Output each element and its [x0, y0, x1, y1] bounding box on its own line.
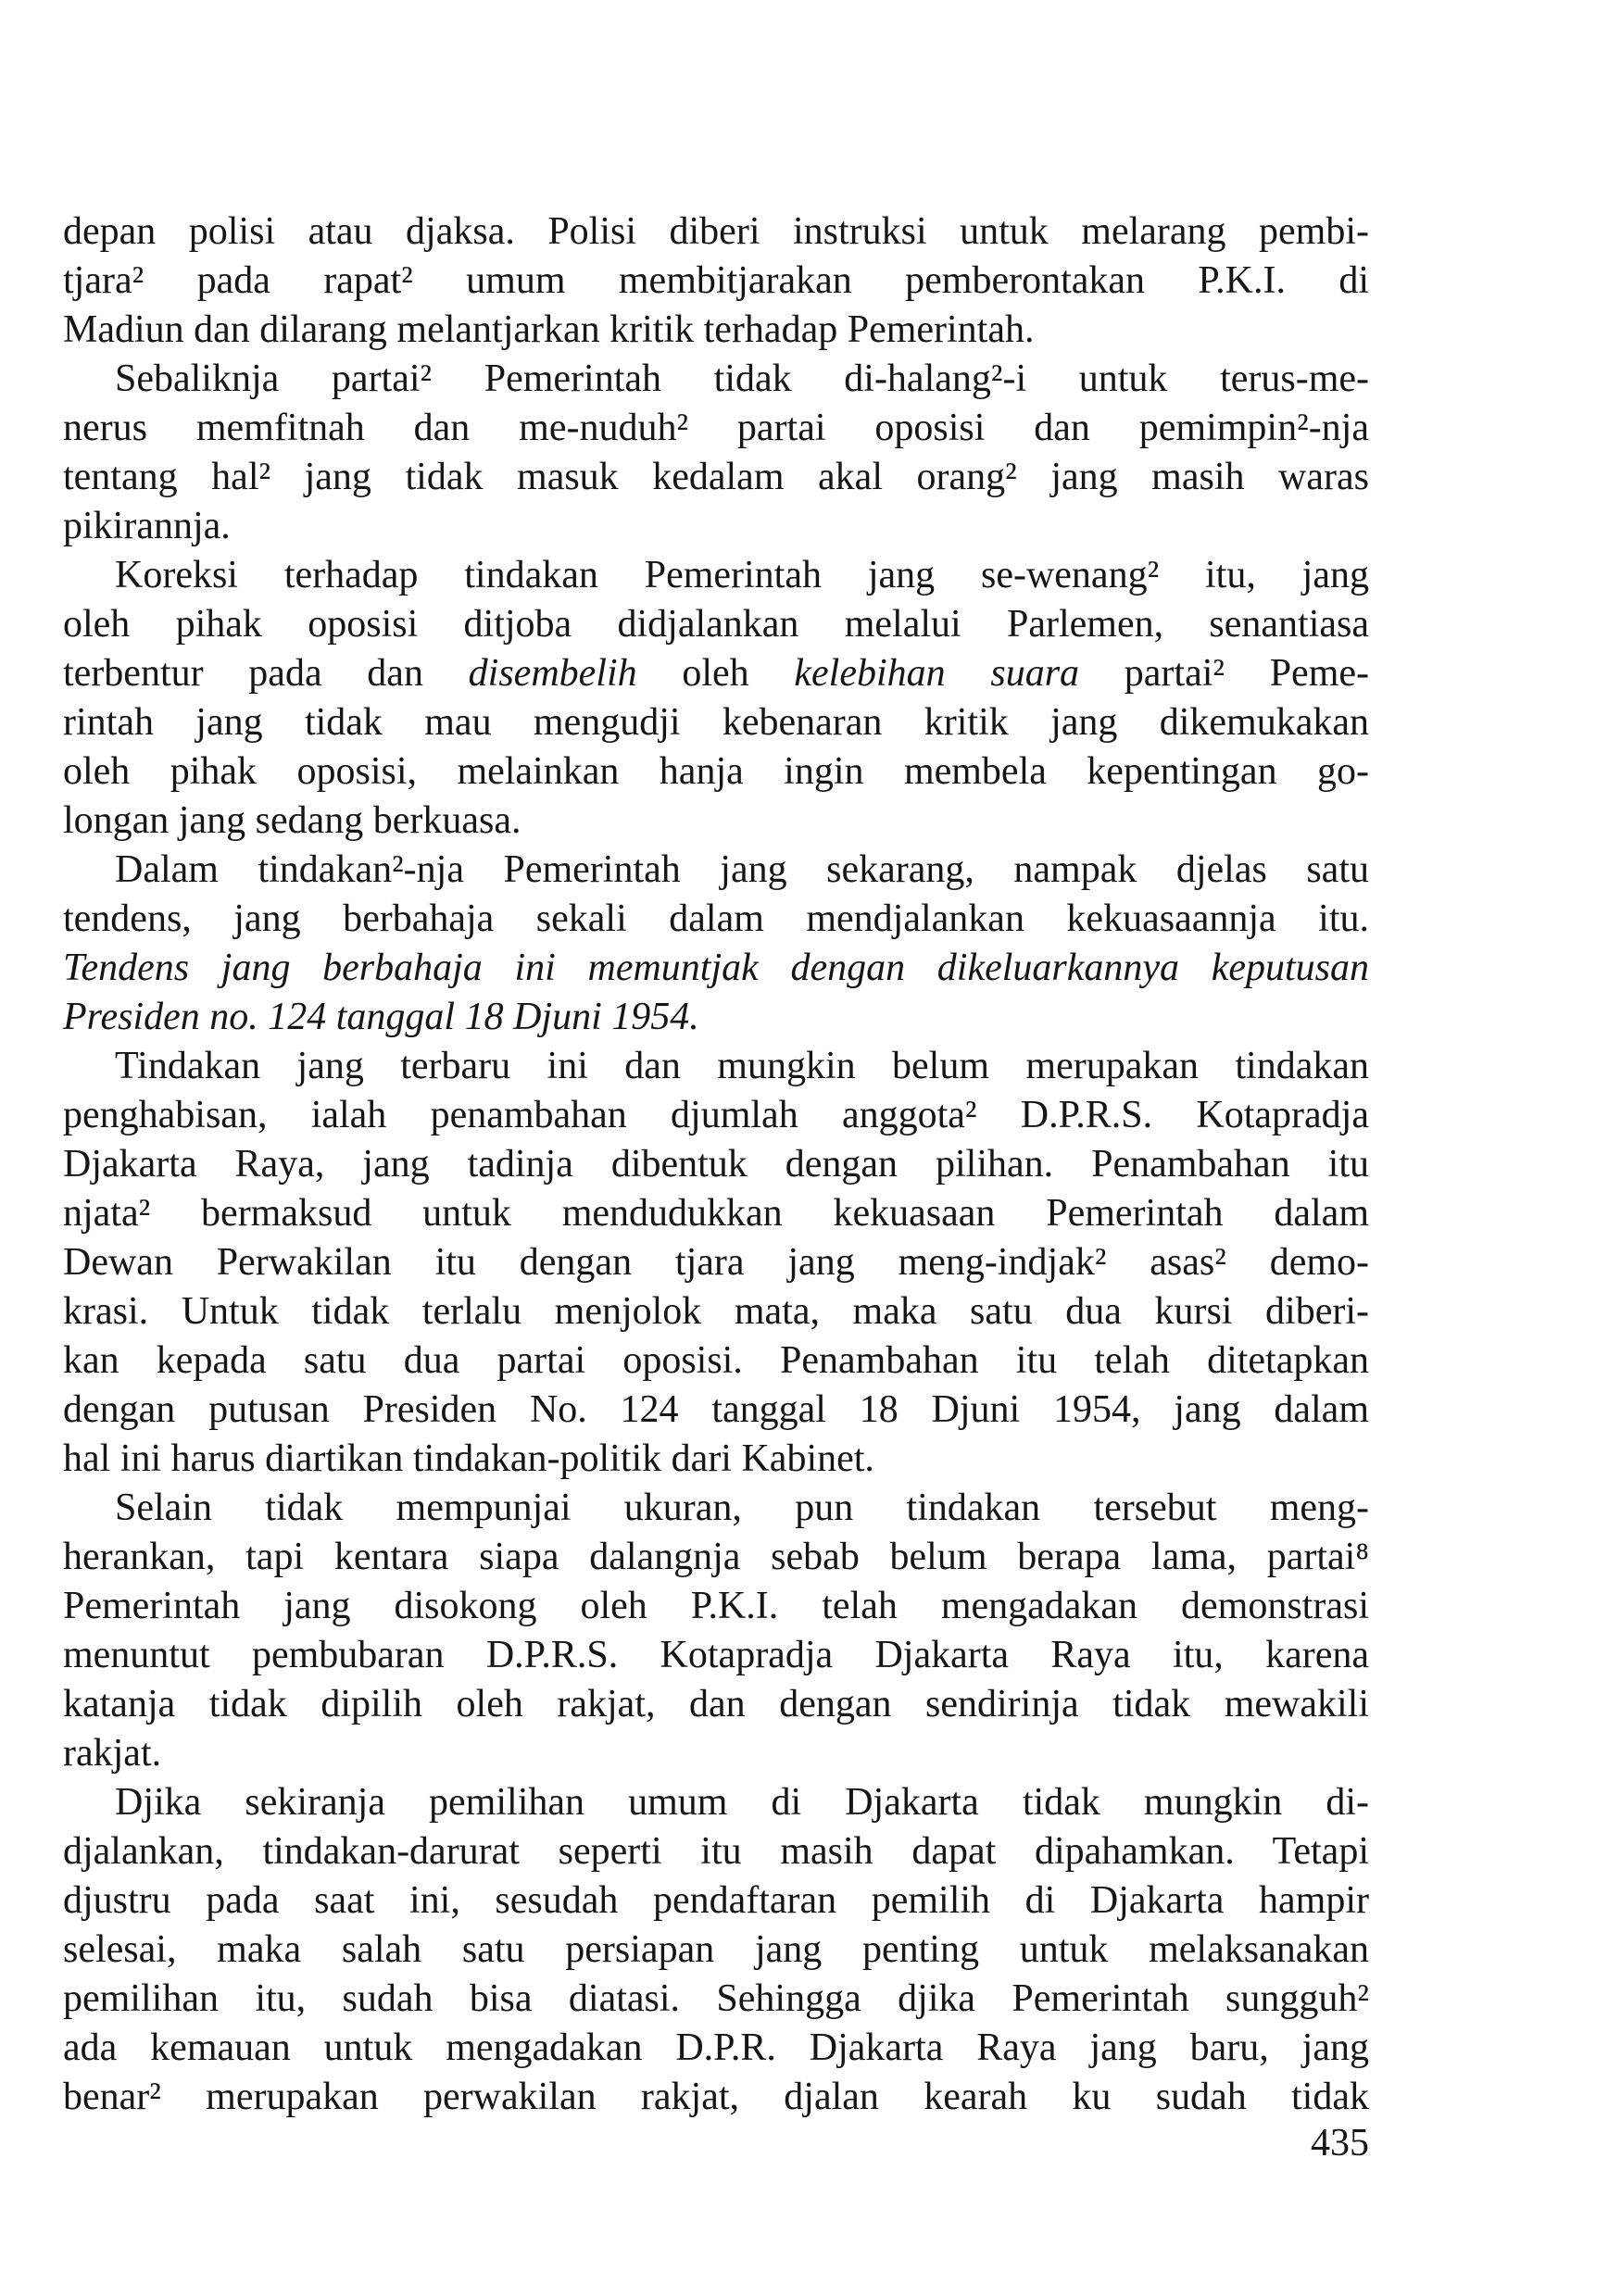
text-line — [63, 1975, 1369, 2024]
italic-text-run: kelebihan suara — [794, 652, 1080, 695]
text-line — [63, 1386, 1369, 1435]
text-run: Tindakan jang terbaru ini dan mungkin belum merupakan tindakan — [115, 1045, 1369, 1087]
text-run: partai² Peme- — [1079, 652, 1369, 695]
italic-text-run: Tendens jang berbahaja ini memuntjak dengan dikeluarkannya keputusan — [63, 947, 1369, 989]
text-run: dengan putusan Presiden No. 124 tanggal 18 Djuni 1954, jang dalam — [63, 1388, 1369, 1431]
paragraph — [63, 1042, 1369, 1484]
text-run: krasi. Untuk tidak terlalu menjolok mata, maka satu dua kursi diberi- — [63, 1290, 1369, 1333]
text-line — [63, 600, 1369, 649]
text-run: oleh pihak oposisi, melainkan hanja ingin membela kepentingan go- — [63, 750, 1369, 793]
text-line — [63, 306, 1369, 355]
text-run: Sebaliknja partai² Pemerintah tidak di-halang²-i untuk terus-me- — [115, 358, 1369, 400]
text-line — [63, 355, 1369, 404]
text-run: Selain tidak mempunjai ukuran, pun tindakan tersebut meng- — [115, 1487, 1369, 1529]
text-run: nerus memfitnah dan me-nuduh² partai oposisi dan pemimpin²-nja — [63, 407, 1369, 449]
text-line — [63, 1091, 1369, 1140]
text-run: pemilihan itu, sudah bisa diatasi. Sehingga djika Pemerintah sungguh² — [63, 1977, 1369, 2020]
text-line — [63, 1189, 1369, 1238]
text-line — [63, 993, 1369, 1042]
text-run: Dewan Perwakilan itu dengan tjara jang meng-indjak² asas² demo- — [63, 1241, 1369, 1284]
text-run: kan kepada satu dua partai oposisi. Penambahan itu telah ditetapkan — [63, 1339, 1369, 1382]
text-line — [63, 797, 1369, 846]
text-line — [63, 2024, 1369, 2073]
text-run: tendens, jang berbahaja sekali dalam mendjalankan kekuasaannja itu. — [63, 897, 1369, 940]
paragraph — [63, 355, 1369, 551]
text-run: menuntut pembubaran D.P.R.S. Kotapradja Djakarta Raya itu, karena — [63, 1634, 1369, 1676]
text-line — [63, 2073, 1369, 2122]
text-line — [63, 257, 1369, 306]
text-run: Pemerintah jang disokong oleh P.K.I. telah mengadakan demonstrasi — [63, 1585, 1369, 1627]
text-run: selesai, maka salah satu persiapan jang penting untuk melaksanakan — [63, 1928, 1369, 1971]
text-block — [63, 207, 1369, 2122]
text-line — [63, 698, 1369, 747]
text-line — [63, 551, 1369, 600]
paragraph — [63, 846, 1369, 1042]
text-run: djustru pada saat ini, sesudah pendaftaran pemilih di Djakarta hampir — [63, 1879, 1369, 1922]
paragraph — [63, 551, 1369, 846]
text-line — [63, 1631, 1369, 1680]
text-line — [63, 944, 1369, 993]
text-line — [63, 1827, 1369, 1876]
text-line — [63, 895, 1369, 944]
text-line — [63, 1140, 1369, 1189]
text-run: Koreksi terhadap tindakan Pemerintah jang se-wenang² itu, jang — [115, 554, 1369, 596]
paragraph — [63, 1484, 1369, 1778]
text-run: oleh — [636, 652, 795, 695]
text-line — [63, 1484, 1369, 1533]
text-run: terbentur pada dan — [63, 652, 469, 695]
text-run: depan polisi atau djaksa. Polisi diberi instruksi untuk melarang pembi- — [63, 210, 1369, 253]
text-run: katanja tidak dipilih oleh rakjat, dan dengan sendirinja tidak mewakili — [63, 1683, 1369, 1725]
text-line — [63, 1238, 1369, 1287]
text-line — [63, 846, 1369, 895]
text-run: ada kemauan untuk mengadakan D.P.R. Djakarta Raya jang baru, jang — [63, 2026, 1369, 2069]
text-run: penghabisan, ialah penambahan djumlah anggota² D.P.R.S. Kotapradja — [63, 1094, 1369, 1136]
italic-text-run: Presiden no. 124 tanggal 18 Djuni 1954. — [63, 996, 699, 1038]
text-run: longan jang sedang berkuasa. — [63, 799, 521, 842]
text-run: Djika sekiranja pemilihan umum di Djakarta tidak mungkin di- — [115, 1781, 1369, 1824]
text-run: pikirannja. — [63, 505, 231, 547]
text-line — [63, 1778, 1369, 1827]
text-run: djalankan, tindakan-darurat seperti itu masih dapat dipahamkan. Tetapi — [63, 1830, 1369, 1873]
text-line — [63, 1876, 1369, 1926]
text-line — [63, 453, 1369, 502]
text-line — [63, 1435, 1369, 1484]
text-run: rintah jang tidak mau mengudji kebenaran kritik jang dikemukakan — [63, 701, 1369, 744]
text-line — [63, 1729, 1369, 1778]
text-run: herankan, tapi kentara siapa dalangnja sebab belum berapa lama, partai⁸ — [63, 1536, 1369, 1578]
text-run: rakjat. — [63, 1732, 162, 1775]
text-line — [63, 1533, 1369, 1582]
text-line — [63, 1582, 1369, 1631]
text-run: tjara² pada rapat² umum membitjarakan pemberontakan P.K.I. di — [63, 259, 1369, 302]
text-line — [63, 207, 1369, 257]
text-line — [63, 404, 1369, 453]
text-run: Madiun dan dilarang melantjarkan kritik terhadap Pemerintah. — [63, 308, 1035, 351]
text-line — [63, 1287, 1369, 1336]
paragraph — [63, 1778, 1369, 2122]
text-run: benar² merupakan perwakilan rakjat, djalan kearah ku sudah tidak — [63, 2076, 1369, 2118]
text-run: Djakarta Raya, jang tadinja dibentuk dengan pilihan. Penambahan itu — [63, 1143, 1369, 1186]
italic-text-run: disembelih — [468, 652, 637, 695]
text-run: Dalam tindakan²-nja Pemerintah jang sekarang, nampak djelas satu — [115, 848, 1369, 891]
text-line — [63, 1336, 1369, 1386]
text-line — [63, 649, 1369, 698]
text-line — [63, 1680, 1369, 1729]
text-run: oleh pihak oposisi ditjoba didjalankan melalui Parlemen, senantiasa — [63, 603, 1369, 646]
text-run: njata² bermaksud untuk mendudukkan kekuasaan Pemerintah dalam — [63, 1192, 1369, 1235]
paragraph — [63, 207, 1369, 355]
page-number: 435 — [1311, 2122, 1369, 2164]
text-line — [63, 747, 1369, 797]
text-line — [63, 1042, 1369, 1091]
text-line — [63, 1926, 1369, 1975]
text-line — [63, 502, 1369, 551]
text-run: hal ini harus diartikan tindakan-politik dari Kabinet. — [63, 1437, 874, 1480]
text-run: tentang hal² jang tidak masuk kedalam akal orang² jang masih waras — [63, 456, 1369, 498]
